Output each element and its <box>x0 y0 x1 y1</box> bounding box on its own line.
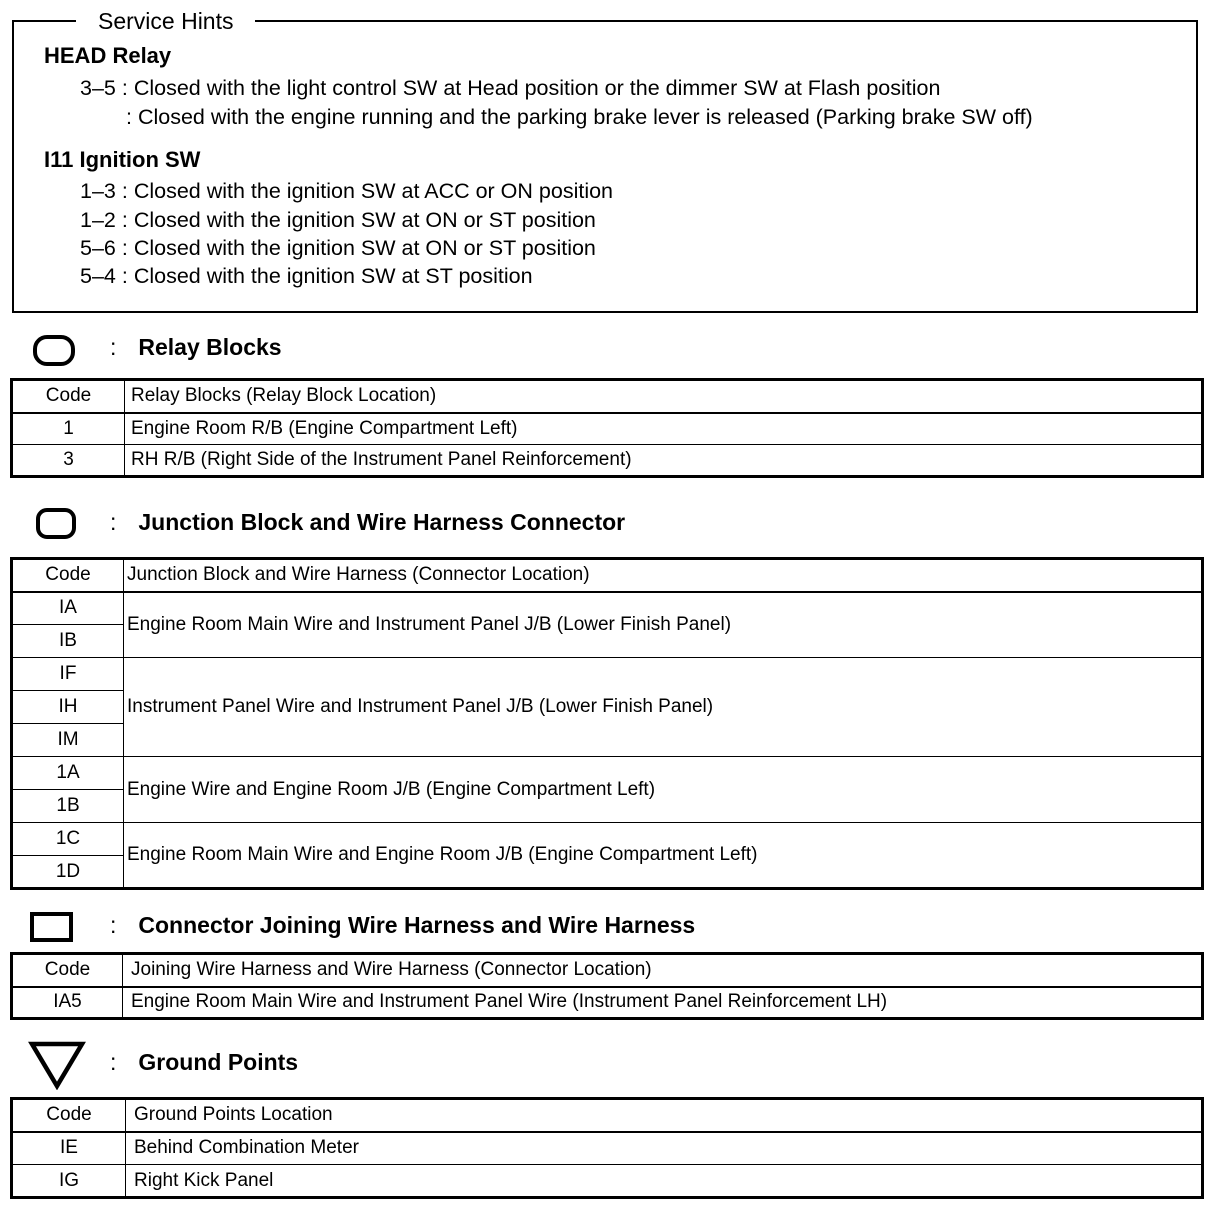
table-header-row <box>12 380 1203 413</box>
title-text: Relay Blocks <box>138 334 282 360</box>
code-cell: IA <box>12 592 124 625</box>
ground-point-triangle-icon <box>28 1040 86 1090</box>
desc-cell: Engine Room Main Wire and Engine Room J/B (Engine Compartment Left) <box>124 823 1203 889</box>
hint-code: 1–3 <box>80 179 116 203</box>
code-cell: IB <box>12 625 124 658</box>
code-cell: 3 <box>12 445 125 477</box>
hint-code: 1–2 <box>80 208 116 232</box>
title-colon: : <box>110 1049 117 1075</box>
hint-separator: : <box>121 179 128 203</box>
desc-cell: Instrument Panel Wire and Instrument Panel J/B (Lower Finish Panel) <box>124 658 1203 757</box>
desc-cell: Behind Combination Meter <box>126 1132 1203 1165</box>
hint-text: Closed with the ignition SW at ACC or ON position <box>133 179 614 203</box>
desc-cell: Engine Room Main Wire and Instrument Panel Wire (Instrument Panel Reinforcement LH) <box>123 987 1203 1019</box>
code-cell: 1A <box>12 757 124 790</box>
hint-text: Closed with the light control SW at Head position or the dimmer SW at Flash position <box>133 76 941 100</box>
ignition-sw-heading: I11 Ignition SW <box>44 147 201 172</box>
code-header: Code <box>12 954 123 987</box>
head-relay-heading: HEAD Relay <box>44 43 172 68</box>
hint-separator: : <box>121 264 128 288</box>
desc-header: Ground Points Location <box>126 1099 1203 1132</box>
table-row <box>12 823 1203 856</box>
ground-points-title <box>110 1047 298 1077</box>
title-text: Connector Joining Wire Harness and Wire Harness <box>138 912 696 938</box>
code-header: Code <box>12 559 124 592</box>
hint-separator: : <box>121 236 128 260</box>
desc-header: Relay Blocks (Relay Block Location) <box>125 380 1203 413</box>
connectors-title <box>110 910 695 940</box>
code-cell: IM <box>12 724 124 757</box>
title-text: Ground Points <box>138 1049 299 1075</box>
code-header: Code <box>12 1099 126 1132</box>
table-row <box>12 658 1203 691</box>
code-cell: IG <box>12 1165 126 1198</box>
code-cell: 1C <box>12 823 124 856</box>
hint-text: Closed with the ignition SW at ON or ST position <box>133 236 596 260</box>
title-colon: : <box>110 509 117 535</box>
hint-line <box>80 262 533 290</box>
desc-header: Junction Block and Wire Harness (Connector Location) <box>124 559 1203 592</box>
code-cell: 1 <box>12 413 125 445</box>
hint-separator: : <box>121 208 128 232</box>
hint-code: 5–6 <box>80 236 116 260</box>
hint-line <box>80 74 940 102</box>
service-hints-title: Service Hints <box>76 6 255 36</box>
code-header: Code <box>12 380 125 413</box>
table-header-row <box>12 954 1203 987</box>
code-cell: 1B <box>12 790 124 823</box>
relay-block-symbol-icon <box>33 335 75 366</box>
code-cell: 1D <box>12 856 124 889</box>
desc-cell: Engine Room R/B (Engine Compartment Left) <box>125 413 1203 445</box>
table-header-row <box>12 1099 1203 1132</box>
desc-cell: RH R/B (Right Side of the Instrument Panel Reinforcement) <box>125 445 1203 477</box>
table-row <box>12 445 1203 477</box>
relay-blocks-title <box>110 332 282 362</box>
hint-separator: : <box>126 105 132 129</box>
hint-separator: : <box>121 76 128 100</box>
connector-symbol-icon <box>30 912 73 942</box>
hint-line <box>80 177 613 205</box>
hint-line <box>80 234 596 262</box>
table-row <box>12 1132 1203 1165</box>
table-row <box>12 592 1203 625</box>
title-colon: : <box>110 912 117 938</box>
hint-text: Closed with the ignition SW at ON or ST position <box>133 208 596 232</box>
code-cell: IH <box>12 691 124 724</box>
hint-text: Closed with the engine running and the parking brake lever is released (Parking brake SW off) <box>137 105 1033 129</box>
hint-line <box>80 206 596 234</box>
desc-header: Joining Wire Harness and Wire Harness (Connector Location) <box>123 954 1203 987</box>
code-cell: IE <box>12 1132 126 1165</box>
desc-cell: Engine Wire and Engine Room J/B (Engine Compartment Left) <box>124 757 1203 823</box>
junction-blocks-title <box>110 507 625 537</box>
code-cell: IA5 <box>12 987 123 1019</box>
title-colon: : <box>110 334 117 360</box>
table-row <box>12 757 1203 790</box>
table-header-row <box>12 559 1203 592</box>
desc-cell: Right Kick Panel <box>126 1165 1203 1198</box>
table-row <box>12 413 1203 445</box>
relay-blocks-table <box>10 378 1204 478</box>
hint-line <box>126 103 1033 131</box>
table-row <box>12 1165 1203 1198</box>
junction-blocks-table <box>10 557 1204 890</box>
hint-code: 5–4 <box>80 264 116 288</box>
hint-text: Closed with the ignition SW at ST position <box>133 264 533 288</box>
junction-block-symbol-icon <box>36 508 76 539</box>
connectors-table <box>10 952 1204 1020</box>
hint-code: 3–5 <box>80 76 116 100</box>
ground-points-table <box>10 1097 1204 1199</box>
title-text: Junction Block and Wire Harness Connector <box>138 509 626 535</box>
desc-cell: Engine Room Main Wire and Instrument Panel J/B (Lower Finish Panel) <box>124 592 1203 658</box>
table-row <box>12 987 1203 1019</box>
code-cell: IF <box>12 658 124 691</box>
